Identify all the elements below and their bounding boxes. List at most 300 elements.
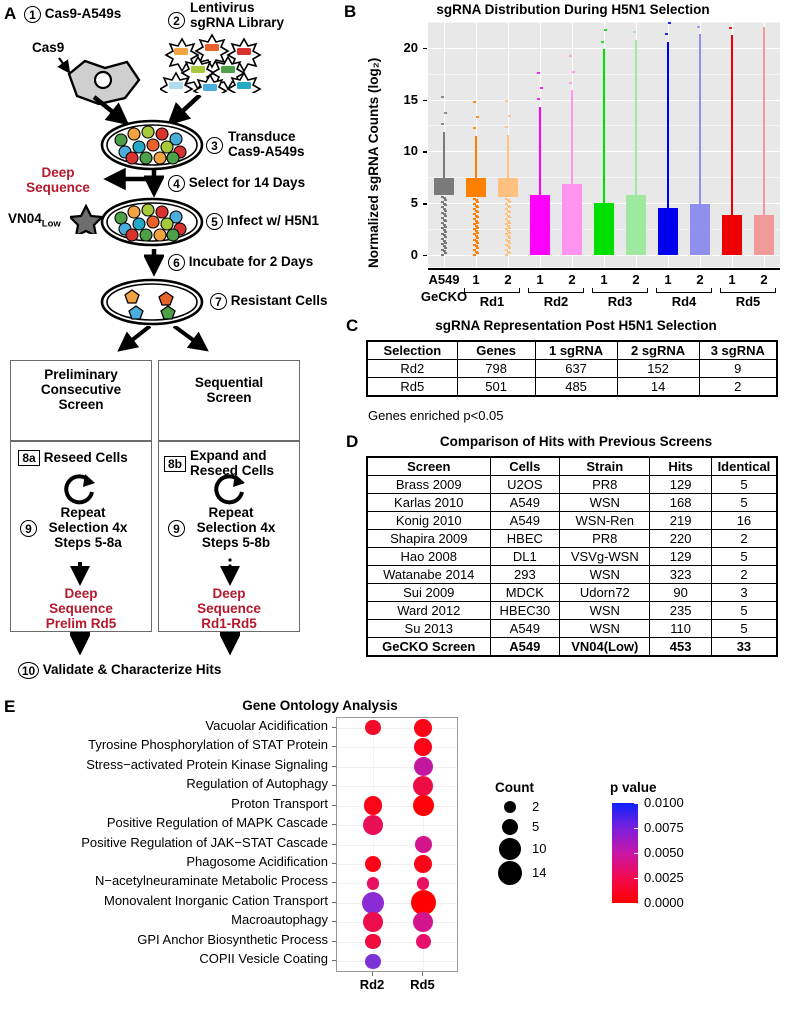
table-cell: A549 xyxy=(490,638,560,657)
go-dot xyxy=(413,912,433,932)
boxplot-whisker xyxy=(635,40,637,195)
table-cell: 453 xyxy=(650,638,712,657)
repeat-loop-right-icon xyxy=(208,472,252,506)
table-cell: VN04(Low) xyxy=(560,638,650,657)
prelim-out-line3: Prelim Rd5 xyxy=(45,616,117,631)
boxplot-outlier xyxy=(444,199,447,201)
table-cell: Udorn72 xyxy=(560,584,650,602)
step-3-label-line1: Transduce xyxy=(228,129,296,144)
step-8a-label: Reseed Cells xyxy=(43,450,128,465)
table-row xyxy=(367,360,777,378)
x-tick-mark xyxy=(422,972,423,976)
table-cell: HBEC xyxy=(490,530,560,548)
boxplot-box xyxy=(530,195,550,255)
y-tick-mark xyxy=(332,805,336,806)
y-tick-mark xyxy=(332,727,336,728)
panel-b-boxplot xyxy=(340,0,788,315)
table-cell: DL1 xyxy=(490,548,560,566)
gridline-row xyxy=(337,806,457,807)
boxplot-outlier xyxy=(444,210,447,212)
go-dot xyxy=(362,892,385,915)
step-8b-number: 8b xyxy=(164,456,186,472)
table-cell: 485 xyxy=(535,378,617,397)
boxplot-outlier xyxy=(508,227,511,229)
step-1 xyxy=(24,6,121,23)
go-dot xyxy=(365,934,380,949)
gridline-row xyxy=(337,864,457,865)
y-tick-mark xyxy=(332,941,336,942)
step-1-number: 1 xyxy=(24,6,41,23)
go-dot xyxy=(364,796,383,815)
boxplot-outlier xyxy=(508,237,511,239)
table-cell: Brass 2009 xyxy=(367,476,490,494)
go-term-label: Macroautophagy xyxy=(231,912,328,928)
panel-d-title: Comparison of Hits with Previous Screens xyxy=(439,434,713,449)
boxplot-outlier xyxy=(444,220,447,222)
table-cell: Ward 2012 xyxy=(367,602,490,620)
table-cell: 637 xyxy=(535,360,617,378)
boxplot-outlier xyxy=(476,116,479,118)
panel-a-workflow xyxy=(0,0,340,700)
table-cell: GeCKO Screen xyxy=(367,638,490,657)
step-3-number: 3 xyxy=(206,137,223,154)
table-cell: 5 xyxy=(711,494,777,512)
boxplot-whisker xyxy=(507,135,509,178)
boxplot-outlier xyxy=(508,222,511,224)
boxplot-outlier xyxy=(633,31,636,33)
step-7-number: 7 xyxy=(210,293,227,310)
seq-out-line1: Deep xyxy=(212,586,246,601)
go-dot xyxy=(414,757,433,776)
table-cell: 16 xyxy=(711,512,777,530)
y-tick-mark xyxy=(332,863,336,864)
gridline-row xyxy=(337,942,457,943)
legend-count-dot xyxy=(499,838,521,860)
table-cell: 5 xyxy=(711,620,777,638)
panel-b-y-axis-label: Normalized sgRNA Counts (log₂) xyxy=(366,57,381,268)
group-bracket xyxy=(656,288,712,293)
dish-infected-cells-icon xyxy=(98,197,206,247)
panel-d-table xyxy=(366,456,778,657)
panel-letter-b: B xyxy=(344,2,357,21)
table-cell: Watanabe 2014 xyxy=(367,566,490,584)
table-cell: U2OS xyxy=(490,476,560,494)
boxplot-outlier xyxy=(508,232,511,234)
x-axis-label: Rd5 xyxy=(410,977,435,992)
arrow-down-dotted-right-icon xyxy=(220,558,240,588)
group-label: Rd5 xyxy=(735,294,761,309)
boxplot-outlier xyxy=(572,71,575,73)
y-tick-mark xyxy=(423,151,427,153)
boxplot-box xyxy=(498,178,518,197)
step-6 xyxy=(168,254,313,271)
table-cell: WSN-Ren xyxy=(560,512,650,530)
go-term-label: Monovalent Inorganic Cation Transport xyxy=(103,892,328,908)
arrow-down-step6-icon xyxy=(144,249,164,279)
step-10-label: Validate & Characterize Hits xyxy=(42,662,222,678)
boxplot-whisker xyxy=(539,107,541,195)
panel-e-title: Gene Ontology Analysis xyxy=(242,698,398,713)
step-8a xyxy=(18,450,128,466)
boxplot-outlier xyxy=(505,126,508,128)
repeat-right-line2: Selection 4x xyxy=(196,520,276,535)
go-dot xyxy=(413,795,434,816)
legend-count-value: 5 xyxy=(532,819,540,834)
gridline-row xyxy=(337,883,457,884)
x-tick-label: 1 xyxy=(536,272,544,287)
legend-count-dot xyxy=(502,819,519,836)
step-2-number: 2 xyxy=(168,12,185,29)
table-header-cell: 2 sgRNA xyxy=(617,341,699,360)
go-term-label: GPI Anchor Biosynthetic Process xyxy=(137,931,328,947)
boxplot-outlier xyxy=(476,211,479,213)
panel-c-title: sgRNA Representation Post H5N1 Selection xyxy=(435,318,717,333)
boxplot-outlier xyxy=(697,26,700,28)
table-cell: 501 xyxy=(457,378,535,397)
go-term-label: Positive Regulation of MAPK Cascade xyxy=(106,815,328,831)
boxplot-outlier xyxy=(505,100,508,102)
group-bracket xyxy=(720,288,776,293)
boxplot-outlier xyxy=(476,227,479,229)
group-label: Rd1 xyxy=(479,294,505,309)
step-10 xyxy=(18,662,221,679)
boxplot-box xyxy=(658,208,678,255)
table-cell: 152 xyxy=(617,360,699,378)
step-2 xyxy=(168,0,284,30)
vn04-label xyxy=(8,211,61,232)
table-header-cell: 1 sgRNA xyxy=(535,341,617,360)
x-tick-label: 1 xyxy=(600,272,608,287)
y-tick-label: 0 xyxy=(410,246,418,262)
table-cell: WSN xyxy=(560,566,650,584)
boxplot-outlier xyxy=(601,41,604,43)
boxplot-whisker xyxy=(603,49,605,203)
boxplot-outlier xyxy=(476,206,479,208)
legend-count-dot xyxy=(498,861,523,886)
boxplot-box xyxy=(626,195,646,255)
boxplot-outlier xyxy=(444,226,447,228)
legend-count-value: 2 xyxy=(532,799,540,814)
boxplot-outlier xyxy=(665,33,668,35)
prelim-title-line3: Screen xyxy=(58,397,104,412)
boxplot-outlier xyxy=(476,237,479,239)
branch-arrows-icon xyxy=(62,326,262,356)
gridline-row xyxy=(337,845,457,846)
table-header-cell: Strain xyxy=(560,457,650,476)
vn04-text: VN04 xyxy=(8,211,42,226)
prelim-output-label xyxy=(10,586,152,631)
table-cell: A549 xyxy=(490,494,560,512)
arrow-down-final-left-icon xyxy=(70,632,90,658)
table-cell: 90 xyxy=(650,584,712,602)
prelim-title-line1: Preliminary xyxy=(44,367,118,382)
repeat-left-line3: Steps 5-8a xyxy=(54,535,122,550)
boxplot-whisker xyxy=(443,132,445,179)
boxplot-outlier xyxy=(508,211,511,213)
table-cell: Su 2013 xyxy=(367,620,490,638)
boxplot-outlier xyxy=(508,216,511,218)
seq-title-line1: Sequential xyxy=(194,375,264,390)
repeat-loop-left-icon xyxy=(58,472,102,506)
x-tick-label: 1 xyxy=(728,272,736,287)
table-header-cell: Genes xyxy=(457,341,535,360)
step-5-number: 5 xyxy=(206,213,223,230)
boxplot-outlier xyxy=(537,98,540,100)
boxplot-outlier xyxy=(476,242,479,244)
table-cell: 798 xyxy=(457,360,535,378)
boxplot-outlier xyxy=(444,242,447,244)
x-tick-label: 2 xyxy=(504,272,512,287)
go-term-label: Positive Regulation of JAK−STAT Cascade xyxy=(81,834,328,850)
table-cell: 9 xyxy=(699,360,777,378)
group-label: Rd3 xyxy=(607,294,633,309)
boxplot-outlier xyxy=(569,82,572,84)
table-row xyxy=(367,602,777,620)
boxplot-whisker xyxy=(475,136,477,178)
table-header-cell: 3 sgRNA xyxy=(699,341,777,360)
gridline-column xyxy=(373,718,374,971)
table-cell: 323 xyxy=(650,566,712,584)
boxplot-outlier xyxy=(508,206,511,208)
colorbar-label: 0.0000 xyxy=(644,895,684,910)
y-tick-mark xyxy=(423,203,427,205)
table-cell: 3 xyxy=(711,584,777,602)
boxplot-outlier xyxy=(473,254,476,256)
boxplot-outlier xyxy=(444,236,447,238)
step-2-label-line1: Lentivirus xyxy=(190,0,255,15)
deep-sequence-line1: Deep xyxy=(41,165,75,180)
y-tick-mark xyxy=(332,902,336,903)
x-tick-label: 2 xyxy=(568,272,576,287)
gridline-row xyxy=(337,961,457,962)
table-header-cell: Identical xyxy=(711,457,777,476)
boxplot-outlier xyxy=(444,252,447,254)
legend-pvalue-title: p value xyxy=(610,780,657,795)
table-cell: 5 xyxy=(711,476,777,494)
boxplot-outlier xyxy=(476,201,479,203)
panel-e-plot-area xyxy=(336,717,458,972)
table-cell: 2 xyxy=(711,530,777,548)
colorbar-label: 0.0100 xyxy=(644,795,684,810)
colorbar-tick xyxy=(634,853,638,854)
colorbar-tick xyxy=(634,828,638,829)
panel-c-table xyxy=(366,340,778,397)
table-cell: PR8 xyxy=(560,476,650,494)
seq-out-line2: Sequence xyxy=(197,601,261,616)
table-header-cell: Screen xyxy=(367,457,490,476)
boxplot-outlier xyxy=(476,232,479,234)
boxplot-outlier xyxy=(668,22,671,24)
step-9-left xyxy=(14,505,152,550)
y-tick-mark xyxy=(332,824,336,825)
table-cell: HBEC30 xyxy=(490,602,560,620)
colorbar-tick xyxy=(634,903,638,904)
step-7 xyxy=(210,293,328,310)
table-header-cell: Cells xyxy=(490,457,560,476)
cas9-label: Cas9 xyxy=(32,40,65,55)
sequential-screen-divider xyxy=(158,440,300,442)
go-dot xyxy=(363,912,383,932)
table-cell: 110 xyxy=(650,620,712,638)
go-dot xyxy=(414,719,432,737)
y-tick-mark xyxy=(332,882,336,883)
go-term-label: N−acetylneuraminate Metabolic Process xyxy=(94,873,328,889)
go-dot xyxy=(415,836,432,853)
boxplot-outlier xyxy=(441,254,444,256)
boxplot-box xyxy=(466,178,486,197)
table-cell: WSN xyxy=(560,602,650,620)
boxplot-box xyxy=(754,215,774,254)
step-8b-label-line2: Reseed Cells xyxy=(190,463,275,478)
legend-count-title: Count xyxy=(495,780,534,795)
prelim-title-line2: Consecutive xyxy=(40,382,122,397)
legend-count-dot xyxy=(504,801,516,813)
go-term-label: Stress−activated Protein Kinase Signaling xyxy=(86,756,328,772)
table-cell: PR8 xyxy=(560,530,650,548)
y-tick-label: 5 xyxy=(410,194,418,210)
group-bracket xyxy=(592,288,648,293)
panel-letter-d: D xyxy=(346,432,359,451)
table-row xyxy=(367,378,777,397)
colorbar-label: 0.0050 xyxy=(644,845,684,860)
table-header-cell: Hits xyxy=(650,457,712,476)
group-label: Rd4 xyxy=(671,294,697,309)
y-tick-label: 15 xyxy=(403,91,418,107)
seq-title-line2: Screen xyxy=(206,390,252,405)
legend-count-value: 10 xyxy=(532,841,547,856)
boxplot-outlier xyxy=(604,29,607,31)
panel-e-dotplot xyxy=(0,695,788,1020)
boxplot-outlier xyxy=(508,242,511,244)
legend-count-value: 14 xyxy=(532,865,547,880)
go-term-label: Regulation of Autophagy xyxy=(186,776,328,792)
boxplot-outlier xyxy=(508,115,511,117)
group-bracket xyxy=(464,288,520,293)
x-tick-sublabel: GeCKO xyxy=(420,289,468,304)
go-term-label: Tyrosine Phosphorylation of STAT Protein xyxy=(88,737,328,753)
table-row xyxy=(367,512,777,530)
boxplot-outlier xyxy=(729,27,732,29)
boxplot-whisker xyxy=(763,27,765,215)
step-7-label: Resistant Cells xyxy=(230,293,328,309)
x-tick-label: 1 xyxy=(664,272,672,287)
boxplot-whisker xyxy=(699,34,701,204)
dish-transduced-cells-icon xyxy=(98,118,206,172)
step-8b-label-line1: Expand and xyxy=(190,448,267,463)
boxplot-whisker xyxy=(667,42,669,208)
y-tick-mark xyxy=(423,48,427,50)
panel-b-plot-area xyxy=(428,22,780,267)
step-1-label: Cas9-A549s xyxy=(44,6,122,22)
boxplot-outlier xyxy=(508,247,511,249)
go-dot xyxy=(413,776,433,796)
boxplot-outlier xyxy=(444,204,447,206)
panel-c-note: Genes enriched p<0.05 xyxy=(368,408,504,423)
go-dot xyxy=(416,934,431,949)
table-row xyxy=(367,548,777,566)
gridline-row xyxy=(337,786,457,787)
go-dot xyxy=(365,856,382,873)
arrow-down-left-box-icon xyxy=(70,562,90,588)
y-tick-label: 10 xyxy=(403,143,418,159)
table-row xyxy=(367,566,777,584)
boxplot-outlier xyxy=(508,201,511,203)
step-5-label: Infect w/ H5N1 xyxy=(226,213,320,229)
table-cell: 168 xyxy=(650,494,712,512)
arrow-down-final-right-icon xyxy=(220,632,240,658)
table-row xyxy=(367,620,777,638)
repeat-left-line1: Repeat xyxy=(60,505,106,520)
x-tick-label: 2 xyxy=(696,272,704,287)
vn04-subscript: Low xyxy=(41,218,61,230)
boxplot-whisker xyxy=(571,90,573,184)
colorbar-label: 0.0075 xyxy=(644,820,684,835)
step-4-number: 4 xyxy=(168,175,185,192)
go-dot xyxy=(414,738,432,756)
go-dot xyxy=(367,877,379,889)
step-3-label-line2: Cas9-A549s xyxy=(228,144,305,159)
y-tick-mark xyxy=(332,960,336,961)
preliminary-screen-divider xyxy=(10,440,152,442)
go-dot xyxy=(417,877,429,889)
boxplot-outlier xyxy=(508,252,511,254)
boxplot-box xyxy=(434,178,454,195)
table-row xyxy=(367,494,777,512)
boxplot-outlier xyxy=(473,101,476,103)
panel-letter-c: C xyxy=(346,316,359,335)
boxplot-outlier xyxy=(537,72,540,74)
arrow-down-step4-icon xyxy=(144,170,164,200)
x-axis-label: Rd2 xyxy=(359,977,385,992)
x-tick-label: 2 xyxy=(760,272,768,287)
colorbar-label: 0.0025 xyxy=(644,870,684,885)
step-5 xyxy=(206,213,319,230)
go-term-label: COPII Vesicle Coating xyxy=(199,951,328,967)
table-cell: Sui 2009 xyxy=(367,584,490,602)
y-tick-mark xyxy=(332,921,336,922)
step-6-label: Incubate for 2 Days xyxy=(188,254,314,270)
prelim-out-line2: Sequence xyxy=(49,601,113,616)
y-tick-label: 20 xyxy=(403,39,418,55)
step-9-right xyxy=(162,505,300,550)
step-4 xyxy=(168,175,305,192)
repeat-left-line2: Selection 4x xyxy=(48,520,128,535)
step-10-number: 10 xyxy=(18,662,39,679)
step-8a-number: 8a xyxy=(18,450,40,466)
step-2-label-line2: sgRNA Library xyxy=(190,15,285,30)
boxplot-outlier xyxy=(476,252,479,254)
table-cell: MDCK xyxy=(490,584,560,602)
table-cell: 14 xyxy=(617,378,699,397)
step-9-left-number: 9 xyxy=(20,520,37,537)
gridline-row xyxy=(337,728,457,729)
table-header-cell: Selection xyxy=(367,341,457,360)
table-cell: 293 xyxy=(490,566,560,584)
boxplot-outlier xyxy=(444,231,447,233)
colorbar-tick xyxy=(634,803,638,804)
boxplot-outlier xyxy=(569,55,572,57)
sequential-screen-title xyxy=(158,375,300,405)
group-bracket xyxy=(528,288,584,293)
boxplot-outlier xyxy=(441,96,444,98)
boxplot-outlier xyxy=(476,222,479,224)
gridline-row xyxy=(337,922,457,923)
seq-out-line3: Rd1-Rd5 xyxy=(201,616,257,631)
panel-b-title: sgRNA Distribution During H5N1 Selection xyxy=(436,2,710,17)
go-dot xyxy=(365,954,380,969)
table-row xyxy=(367,638,777,657)
table-cell: Karlas 2010 xyxy=(367,494,490,512)
